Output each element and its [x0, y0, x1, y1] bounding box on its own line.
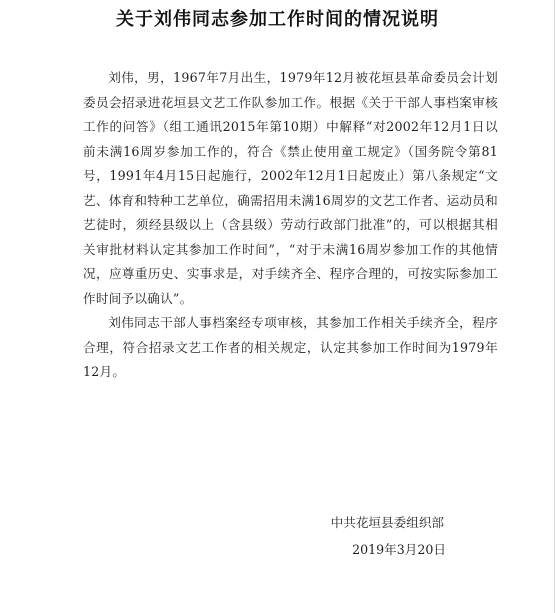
document-date: 2019年3月20日 — [352, 542, 446, 557]
issuing-organization: 中共花垣县委组织部 — [330, 515, 444, 530]
body-paragraph-2: 刘伟同志干部人事档案经专项审核，其参加工作相关手续齐全，程序合理，符合招录文艺工作者的相关规定，认定其参加工作时间为1979年12月。 — [83, 315, 498, 379]
document-title: 关于刘伟同志参加工作时间的情况说明 — [116, 9, 439, 30]
document-body — [83, 66, 498, 385]
body-paragraph-1: 刘伟，男，1967年7月出生，1979年12月被花垣县革命委员会计划委员会招录进花垣县文艺工作队参加工作。根据《关于干部人事档案审核工作的问答》（组工通讯2015年第10期）中解释“对2002年12月1日以前未满16周岁参加工作的，符合《禁止使用童工规定》（国务院令第81号，1991年4月15日起施行，2002年12月1日起废止）第八条规定“文艺、体育和特种工艺单位，确需招用未满16周岁的文艺工作者、运动员和艺徒时，须经县级以上（含县级）劳动行政部门批准”的，可以根据其相关审批材料认定其参加工作时间”，“对于未满16周岁参加工作的其他情况，应尊重历史、实事求是，对手续齐全、程序合理的，可按实际参加工作时间予以确认”。 — [83, 70, 498, 306]
